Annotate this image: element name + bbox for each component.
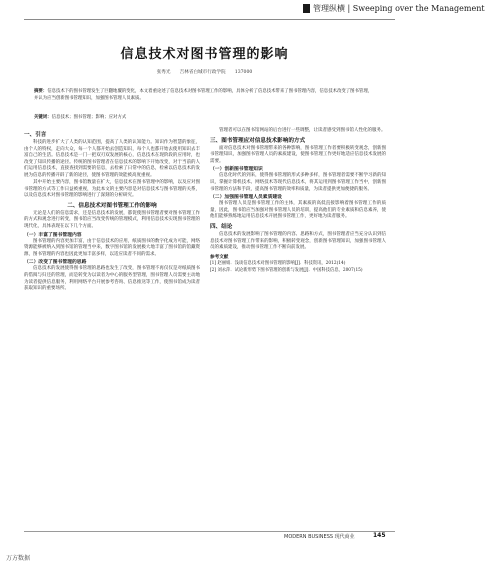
subsection-heading: （一）创新图书管理知识 [210, 167, 263, 173]
abstract [34, 88, 374, 102]
subsection-heading: （二）加强图书管理人员素质建设 [210, 195, 282, 201]
references-heading: 参考文献 [210, 254, 229, 260]
paragraph: 信息技术的发展影响了图书管理的内容、思路和方式，图书管理者应当充分认识到信息技术对图书管理工作带来的影响，积极转变观念，创新图书管理知识，加强图书管理人员的素质建设，推动图书管理工作不断向前发展。 [210, 231, 386, 251]
section-heading: 四、结论 [210, 223, 233, 230]
article-title: 信息技术对图书管理的影响 [120, 47, 289, 62]
paragraph: 图书管理的内容更加丰富，由于信息技术的应用，纸质图书的数字化成为可能，网络资源能够被纳入到图书馆的管理当中来，数字图书馆的发展极大地丰富了图书馆的馆藏资源，图书管理的内容也因此更加丰富多样，以适应读者不同的需求。 [24, 238, 200, 257]
abstract-text: 信息技术下的图书管理发生了巨翻地覆的变化，本文着重论述了信息技术对图书管理工作的影响，具体分析了信息技术带来了图书管理内容，信息技术改变了图书管理，并认为应当创新图书管理知识，加强图书管理人员素质。 [34, 89, 373, 101]
footer-rule [24, 531, 395, 532]
paragraph: 科技的进步扩大了人类的认知范围，提高了人类的认知能力。知识作为智慧的象征，由个人的特权，走向大众，每一个人都开始去创造知识，每个人也都开始去使用知识去丰富自己的生活。信息技术是一门一把双刃双发展的核心，信息技术在现阶段的应用时，也改变了知识传播的途径。传统的图书管理者在信息技术的影响下开始改变，对于当前的人们运用信息技术，直接查找到需要的信息，去检索了日常中的信息，检索以信息技术的发展为信息的传播开辟了新的途径，使图书管理的效能被高度重视。 [24, 140, 200, 178]
page-number: 145 [373, 532, 386, 539]
subsection-heading: （一）丰富了图书管理内容 [24, 232, 82, 238]
watermark: 万方数据 [6, 555, 31, 562]
header-marker [303, 4, 310, 13]
paragraph: 面对信息技术对图书管理带来的各种影响，图书管理工作者要积极转变观念，创新图书管理知识，加强图书管理人员的素质建设，使图书管理工作更好地适应信息技术发展的需要。 [210, 145, 386, 164]
keywords-text: 信息技术；图书管理；影响；应对方式 [51, 115, 127, 120]
paragraph: 无论是人们的信息需求，还是信息技术的发展，都促使图书管理者要对图书管理工作的方式和观念进行转变，图书馆应当改变传统的管理模式，利用信息技术实现图书管理的现代化，具体表现在以下几个方面。 [24, 210, 200, 230]
journal-name: MODERN BUSINESS 现代商业 [284, 534, 355, 540]
author-line: 张秀光 吉林省白城市行政学院 137000 [156, 70, 253, 75]
header-rule [24, 19, 395, 20]
paragraph: 其中开始主要内容，图书馆数量在扩大，信息技术在图书管理中的影响，以及应对图书管理的方式等工作日益被重视，为此本文的主要内容是对信息技术与图书管理的关系，以及信息技术对图书管理的影响进行了深刻的分析研究。 [24, 180, 200, 199]
paragraph: 管理者可以在图书馆网站的后台进行一些调整，让读者感受到图书馆人性化的服务。 [219, 128, 386, 133]
section-heading: 一、引言 [24, 132, 47, 138]
paragraph: 信息化时代的到来，使得图书管理的形式多种多样，图书管理者需要不断学习新的知识，掌握计算机技术、网络技术等现代信息技术，将其运用到图书管理工作当中，创新图书管理的方法和手段，提高图书管理的效率和质量，为读者提供更加便捷的服务。 [210, 173, 386, 192]
running-header: 管理纵横 | Sweeping over the Management [313, 4, 485, 13]
paragraph: 信息技术的发展使得图书管理的思路也发生了改变，图书管理不再仅仅是对纸质图书的借阅与归还的管理，而是转变为以读者为中心的服务型管理，图书管理人员需要主动地为读者提供信息服务，利用网络平台开展参考咨询、信息推送等工作，使图书馆成为读者获取知识的重要场所。 [24, 266, 200, 292]
reference-item: [1] 赵丽娟．浅谈信息技术对图书管理的影响[J]．科技资讯，2012(14) [210, 260, 346, 266]
abstract-label: 摘要： [34, 89, 48, 94]
section-heading: 二、信息技术对图书管理工作的影响 [67, 202, 157, 209]
keywords-label: 关键词： [34, 115, 52, 120]
left-column [24, 129, 200, 293]
keywords [34, 114, 374, 121]
paragraph: 图书管理人员是图书管理工作的主体，其素质的高低直接影响着图书管理工作的质量，因此，图书馆应当加强对图书管理人员的培训，提高他们的专业素质和信息素养，使他们能够熟练地运用信息技术开展图书管理工作，更好地为读者服务。 [210, 201, 386, 220]
reference-item: [2] 刘永萍．试论新形势下图书管理的创新与发展[J]．中国科技信息，2007(15) [210, 267, 363, 273]
section-heading: 三、图书管理应对信息技术影响的方式 [210, 137, 306, 144]
right-column [210, 128, 386, 275]
subsection-heading: （二）改变了图书管理的思路 [24, 260, 87, 266]
